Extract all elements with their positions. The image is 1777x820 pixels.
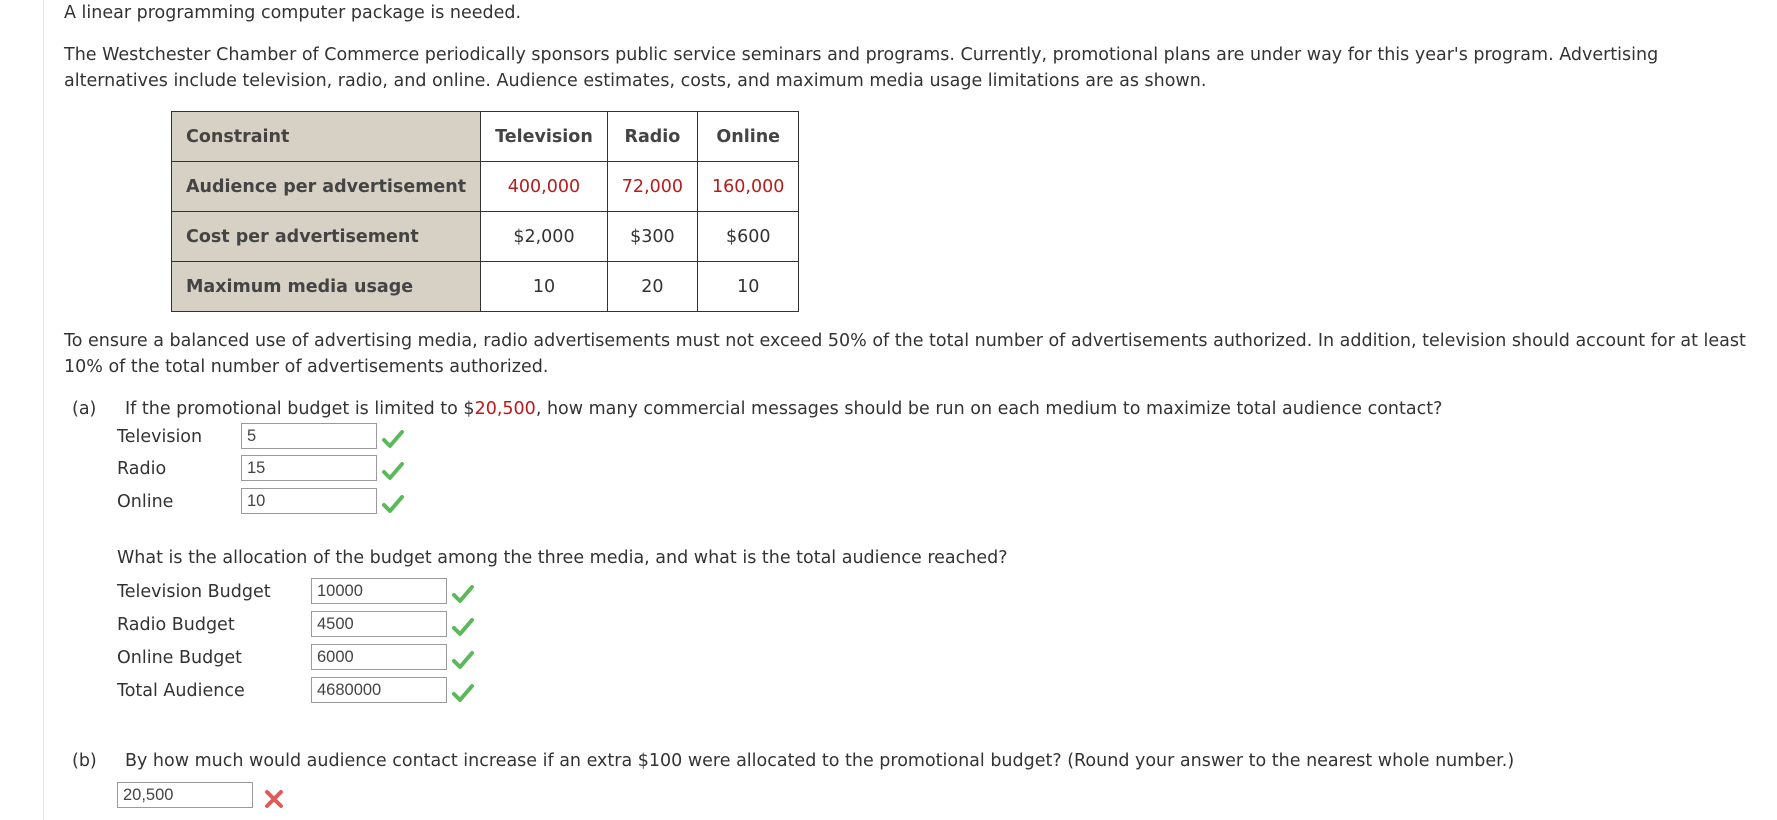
check-icon bbox=[381, 492, 405, 516]
check-icon bbox=[451, 615, 475, 639]
radio-budget-input[interactable] bbox=[311, 611, 447, 637]
row-label: Cost per advertisement bbox=[172, 212, 481, 262]
table-cell: 400,000 bbox=[481, 162, 608, 212]
field-label: Television bbox=[117, 427, 203, 447]
table-header-cell: Constraint bbox=[172, 112, 481, 162]
check-icon bbox=[381, 427, 405, 451]
part-b-question: By how much would audience contact increase if an extra $100 were allocated to the promotional budget? (Round your answer to the nearest whole number.) bbox=[125, 751, 1515, 771]
media-constraints-table bbox=[171, 111, 799, 312]
table-header-cell: Radio bbox=[607, 112, 697, 162]
x-mark-icon bbox=[262, 787, 286, 811]
field-label: Online bbox=[117, 492, 174, 512]
check-icon bbox=[451, 681, 475, 705]
total-audience-input[interactable] bbox=[311, 677, 447, 703]
row-label: Audience per advertisement bbox=[172, 162, 481, 212]
budget-allocation-question: What is the allocation of the budget among the three media, and what is the total audience reached? bbox=[117, 548, 1008, 568]
radio-count-input[interactable] bbox=[241, 455, 377, 481]
table-row bbox=[172, 212, 799, 262]
left-margin-rule bbox=[43, 0, 44, 820]
television-count-input[interactable] bbox=[241, 423, 377, 449]
table-header-cell: Television bbox=[481, 112, 608, 162]
part-b-label: (b) bbox=[72, 751, 97, 771]
audience-increase-input[interactable] bbox=[117, 782, 253, 808]
table-row bbox=[172, 262, 799, 312]
field-label: Radio Budget bbox=[117, 615, 235, 635]
table-cell: 160,000 bbox=[698, 162, 799, 212]
online-budget-input[interactable] bbox=[311, 644, 447, 670]
problem-description: The Westchester Chamber of Commerce periodically sponsors public service seminars and programs. Currently, promotional plans are under way for this year's program. Advertising alternatives include television, radio, and online. Audience estimates, costs, and maximum media usage limitations are as shown. bbox=[64, 45, 1659, 91]
table-cell: $2,000 bbox=[481, 212, 608, 262]
field-label: Television Budget bbox=[117, 582, 271, 602]
table-cell: 10 bbox=[698, 262, 799, 312]
online-count-input[interactable] bbox=[241, 488, 377, 514]
check-icon bbox=[451, 648, 475, 672]
table-header-cell: Online bbox=[698, 112, 799, 162]
table-row bbox=[172, 162, 799, 212]
budget-value: 20,500 bbox=[474, 399, 536, 419]
part-a-label: (a) bbox=[72, 399, 97, 419]
intro-text: A linear programming computer package is needed. bbox=[64, 3, 522, 23]
part-a-question: If the promotional budget is limited to $20,500, how many commercial messages should be run on each medium to maximize total audience contact? bbox=[125, 399, 1443, 419]
field-label: Online Budget bbox=[117, 648, 242, 668]
table-cell: 72,000 bbox=[607, 162, 697, 212]
television-budget-input[interactable] bbox=[311, 578, 447, 604]
check-icon bbox=[451, 582, 475, 606]
field-label: Total Audience bbox=[117, 681, 245, 701]
check-icon bbox=[381, 459, 405, 483]
table-cell: $600 bbox=[698, 212, 799, 262]
table-header-row bbox=[172, 112, 799, 162]
table-cell: 10 bbox=[481, 262, 608, 312]
constraint-description: To ensure a balanced use of advertising media, radio advertisements must not exceed 50% of the total number of advertisements authorized. In addition, television should account for at least 10% of the total number of advertisements authorized. bbox=[64, 331, 1746, 377]
table-cell: $300 bbox=[607, 212, 697, 262]
field-label: Radio bbox=[117, 459, 167, 479]
table-cell: 20 bbox=[607, 262, 697, 312]
row-label: Maximum media usage bbox=[172, 262, 481, 312]
